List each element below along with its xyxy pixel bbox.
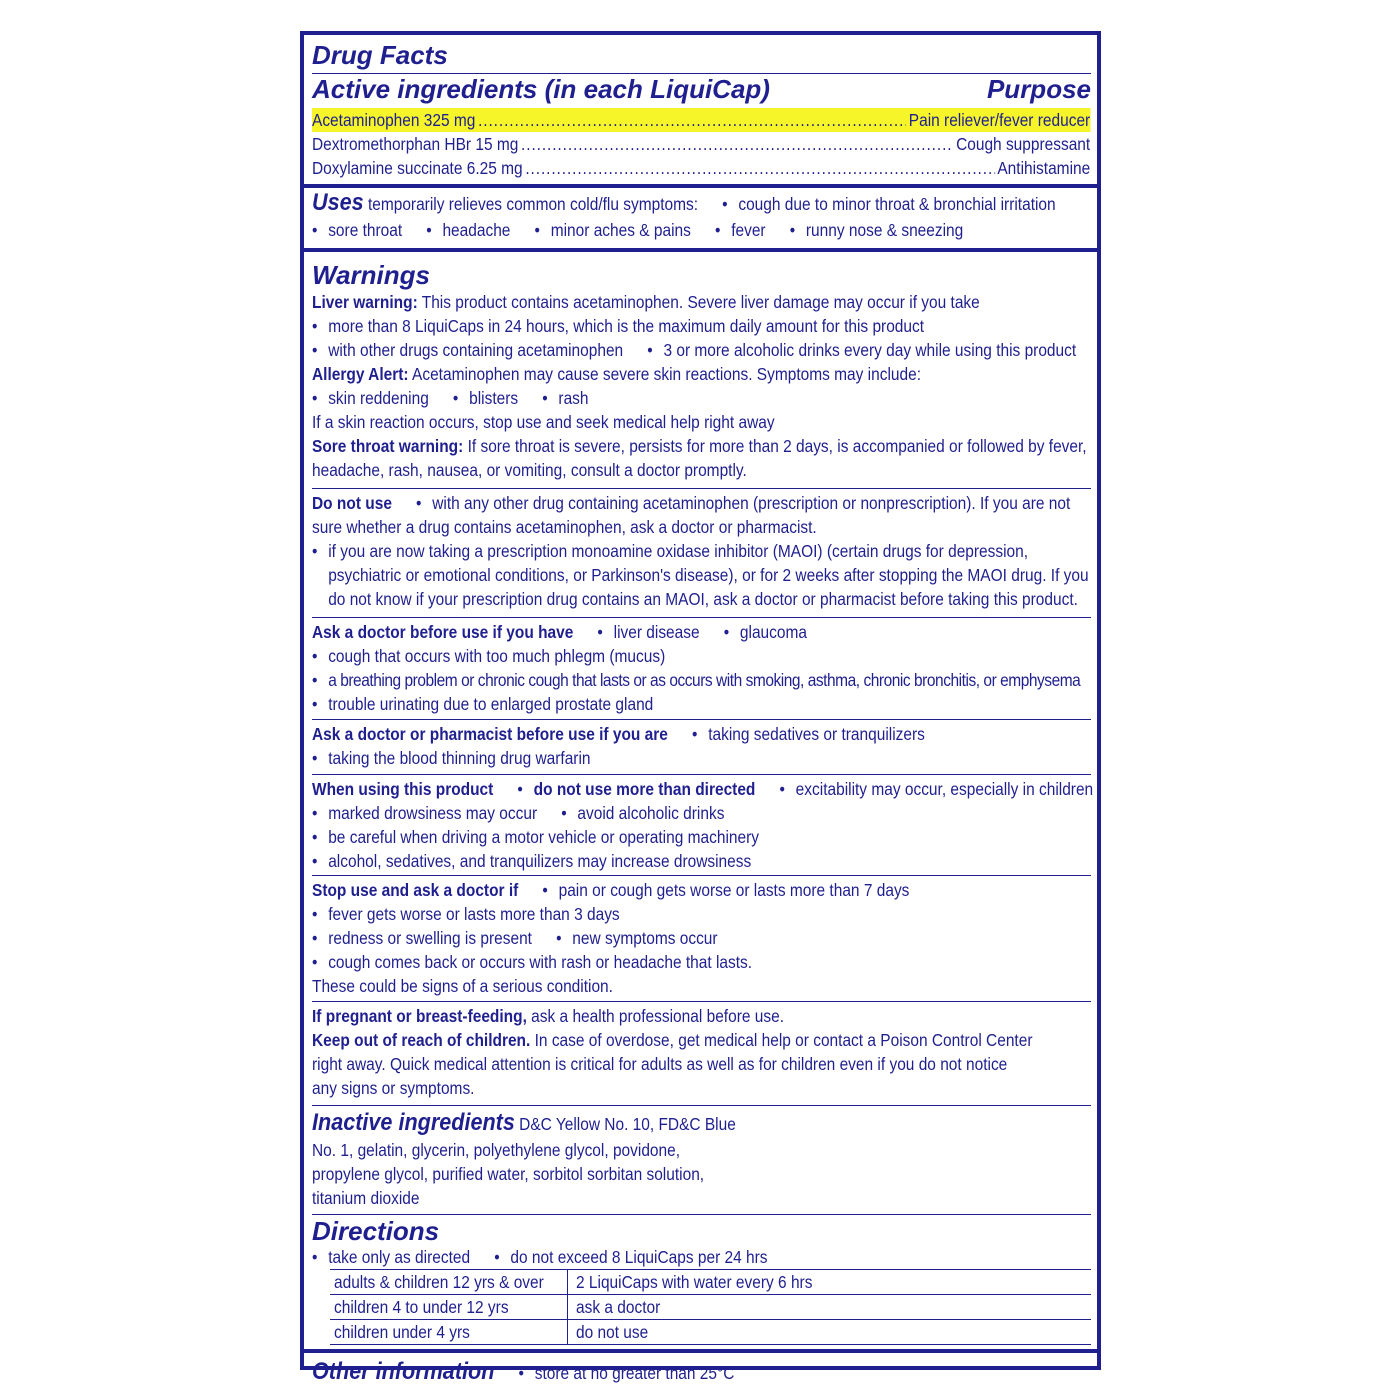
allergy-alert-text: Acetaminophen may cause severe skin reactions. Symptoms may include: [412, 364, 922, 384]
when-using-bullet: • alcohol, sedatives, and tranquilizers may increase drowsiness [312, 851, 752, 871]
when-using-item: marked drowsiness may occur [328, 803, 538, 823]
ask-pharmacist-item: taking sedatives or tranquilizers [708, 724, 925, 744]
ingredient-purpose: Cough suppressant [956, 134, 1091, 154]
do-not-use-text: sure whether a drug contains acetaminophen, ask a doctor or pharmacist. [312, 517, 817, 537]
leader-dots [478, 108, 906, 132]
pregnancy-text: ask a health professional before use. [531, 1006, 785, 1026]
when-using-item: excitability may occur, especially in children [795, 779, 1094, 799]
ask-doctor-bullet: • a breathing problem or chronic cough that lasts or as occurs with smoking, asthma, chronic bronchitis, or emphysema [312, 670, 1081, 690]
ask-doctor-bullet: • cough that occurs with too much phlegm (mucus) [312, 646, 666, 666]
do-not-use-bullet: • if you are now taking a prescription monoamine oxidase inhibitor (MAOI) (certain drugs for depression, [312, 541, 1029, 561]
ask-doctor: Ask a doctor before use if you have • liver disease • glaucoma [312, 622, 807, 642]
dosage-amount: 2 LiquiCaps with water every 6 hrs [576, 1272, 813, 1292]
when-using-bullet: • be careful when driving a motor vehicle or operating machinery [312, 827, 759, 847]
ask-doctor-item: a breathing problem or chronic cough that lasts or as occurs with smoking, asthma, chronic bronchitis, or emphysema [328, 670, 1081, 690]
do-not-use-text: with any other drug containing acetaminophen (prescription or nonprescription). If you are not [432, 493, 1071, 513]
allergy-bullet-text: blisters [469, 388, 519, 408]
dosage-amount: do not use [576, 1322, 649, 1342]
ask-pharmacist-item: taking the blood thinning drug warfarin [328, 748, 591, 768]
when-using-item: alcohol, sedatives, and tranquilizers may increase drowsiness [328, 851, 752, 871]
pregnancy-warning [312, 1004, 1090, 1028]
dosage-age: children under 4 yrs [334, 1322, 470, 1342]
stop-use-item: redness or swelling is present [328, 928, 532, 948]
uses-item: cough due to minor throat & bronchial irritation [738, 194, 1056, 214]
when-using-label: When using this product [312, 779, 494, 799]
directions-heading: Directions [312, 1216, 440, 1246]
uses-heading: Uses [312, 189, 364, 216]
dosage-age: adults & children 12 yrs & over [334, 1272, 544, 1292]
stop-use: Stop use and ask a doctor if • pain or cough gets worse or lasts more than 7 days [312, 880, 910, 900]
liver-warning-text: This product contains acetaminophen. Severe liver damage may occur if you take [421, 292, 980, 312]
table-row [330, 1320, 1091, 1345]
directions-bullets: • take only as directed • do not exceed 8 LiquiCaps per 24 hrs [312, 1247, 768, 1267]
liver-bullet-text: with other drugs containing acetaminophen [328, 340, 624, 360]
dosage-age: children 4 to under 12 yrs [334, 1297, 509, 1317]
ingredient-purpose: Antihistamine [997, 158, 1091, 178]
when-using-item: be careful when driving a motor vehicle or operating machinery [328, 827, 759, 847]
uses-intro: temporarily relieves common cold/flu symptoms: [367, 194, 699, 214]
liver-bullet-text: 3 or more alcoholic drinks every day while using this product [663, 340, 1077, 360]
ask-doctor-label: Ask a doctor before use if you have [312, 622, 574, 642]
purpose-heading: Purpose [986, 74, 1091, 104]
active-ingredients-header [312, 74, 1091, 106]
stop-use-item: pain or cough gets worse or lasts more than 7 days [558, 880, 910, 900]
sore-throat-text-2: headache, rash, nausea, or vomiting, consult a doctor promptly. [312, 460, 747, 480]
when-using-bullet: • marked drowsiness may occur • avoid alcoholic drinks [312, 803, 725, 823]
ingredient-name: Acetaminophen 325 mg [312, 110, 476, 130]
inactive-text: titanium dioxide [312, 1188, 420, 1208]
when-using-item: avoid alcoholic drinks [577, 803, 725, 823]
stop-use-item: cough comes back or occurs with rash or headache that lasts. [328, 952, 753, 972]
stop-use-item: fever gets worse or lasts more than 3 days [328, 904, 620, 924]
other-information: Other information • store at no greater than 25°C [312, 1358, 735, 1385]
directions-item: take only as directed [328, 1247, 471, 1267]
liver-bullet: • more than 8 LiquiCaps in 24 hours, which is the maximum daily amount for this product [312, 316, 925, 336]
keep-out-text: any signs or symptoms. [312, 1078, 475, 1098]
inactive-heading: Inactive ingredients [312, 1109, 515, 1136]
uses-line-1: Uses temporarily relieves common cold/flu symptoms: • cough due to minor throat & bronchial irritation [312, 189, 1056, 216]
table-row [330, 1295, 1091, 1320]
allergy-bullet-text: skin reddening [328, 388, 429, 408]
uses-item: minor aches & pains [550, 220, 691, 240]
ask-doctor-bullet: • trouble urinating due to enlarged prostate gland [312, 694, 654, 714]
other-info-heading: Other information [312, 1358, 495, 1385]
inactive-text: propylene glycol, purified water, sorbitol sorbitan solution, [312, 1164, 705, 1184]
ingredient-name: Doxylamine succinate 6.25 mg [312, 158, 523, 178]
ask-doctor-item: liver disease [613, 622, 700, 642]
liver-warning [312, 290, 1090, 314]
pregnancy-label: If pregnant or breast-feeding, [312, 1006, 527, 1026]
warnings-heading: Warnings [312, 260, 430, 290]
stop-use-bullet: • fever gets worse or lasts more than 3 days [312, 904, 620, 924]
drug-facts-title: Drug Facts [312, 40, 448, 70]
dosage-amount: ask a doctor [576, 1297, 661, 1317]
allergy-bullets: • skin reddening • blisters • rash [312, 388, 589, 408]
ask-doctor-item: glaucoma [739, 622, 807, 642]
keep-out-of-reach [312, 1028, 1090, 1052]
uses-item: fever [731, 220, 766, 240]
active-ingredient-row [312, 156, 1090, 180]
table-row [330, 1270, 1091, 1295]
uses-item: headache [442, 220, 511, 240]
active-ingredients-heading: Active ingredients (in each LiquiCap) [312, 74, 770, 104]
stop-use-bullet: • cough comes back or occurs with rash or headache that lasts. [312, 952, 753, 972]
liver-warning-label: Liver warning: [312, 292, 418, 312]
ask-pharmacist: Ask a doctor or pharmacist before use if you are • taking sedatives or tranquilizers [312, 724, 925, 744]
do-not-use-text: psychiatric or emotional conditions, or Parkinson's disease), or for 2 weeks after stopping the MAOI drug. If you [328, 565, 1089, 585]
ask-doctor-item: trouble urinating due to enlarged prostate gland [328, 694, 654, 714]
liver-bullet-text: more than 8 LiquiCaps in 24 hours, which is the maximum daily amount for this product [328, 316, 925, 336]
ask-pharmacist-label: Ask a doctor or pharmacist before use if you are [312, 724, 668, 744]
inactive-text: D&C Yellow No. 10, FD&C Blue [519, 1114, 736, 1134]
keep-out-label: Keep out of reach of children. [312, 1030, 531, 1050]
ingredient-purpose: Pain reliever/fever reducer [908, 110, 1091, 130]
allergy-bullet-text: rash [558, 388, 589, 408]
allergy-alert-label: Allergy Alert: [312, 364, 409, 384]
inactive-text: No. 1, gelatin, glycerin, polyethylene glycol, povidone, [312, 1140, 681, 1160]
ask-pharmacist-bullet: • taking the blood thinning drug warfarin [312, 748, 591, 768]
allergy-after: If a skin reaction occurs, stop use and seek medical help right away [312, 412, 775, 432]
keep-out-text: right away. Quick medical attention is critical for adults as well as for children even if you do not notice [312, 1054, 1008, 1074]
sore-throat-warning [312, 434, 1090, 458]
inactive-ingredients [312, 1106, 1090, 1138]
do-not-use-text: if you are now taking a prescription monoamine oxidase inhibitor (MAOI) (certain drugs for depression, [328, 541, 1029, 561]
sore-throat-label: Sore throat warning: [312, 436, 464, 456]
liver-bullet: • with other drugs containing acetaminophen • 3 or more alcoholic drinks every day while using this product [312, 340, 1077, 360]
sore-throat-text: If sore throat is severe, persists for more than 2 days, is accompanied or followed by fever, [467, 436, 1087, 456]
when-using-item: do not use more than directed [533, 779, 756, 799]
uses-item: sore throat [328, 220, 403, 240]
stop-use-after: These could be signs of a serious condition. [312, 976, 613, 996]
directions-item: do not exceed 8 LiquiCaps per 24 hrs [510, 1247, 768, 1267]
other-info-item: store at no greater than 25°C [534, 1363, 735, 1383]
dosage-table [330, 1269, 1091, 1345]
do-not-use-label: Do not use [312, 493, 392, 513]
stop-use-label: Stop use and ask a doctor if [312, 880, 519, 900]
do-not-use-text: do not know if your prescription drug contains an MAOI, ask a doctor or pharmacist before taking this product. [328, 589, 1078, 609]
do-not-use: Do not use • with any other drug containing acetaminophen (prescription or nonprescription). If you are not [312, 493, 1071, 513]
stop-use-bullet: • redness or swelling is present • new symptoms occur [312, 928, 718, 948]
active-ingredient-row [312, 108, 1090, 132]
leader-dots [525, 156, 994, 180]
uses-line-2: • sore throat • headache • minor aches & pains • fever • runny nose & sneezing [312, 220, 964, 240]
active-ingredient-row [312, 132, 1090, 156]
stop-use-item: new symptoms occur [572, 928, 718, 948]
drug-facts-panel [300, 31, 1101, 1385]
keep-out-text: In case of overdose, get medical help or contact a Poison Control Center [534, 1030, 1033, 1050]
ask-doctor-item: cough that occurs with too much phlegm (mucus) [328, 646, 666, 666]
uses-item: runny nose & sneezing [805, 220, 964, 240]
allergy-alert [312, 362, 1090, 386]
leader-dots [521, 132, 953, 156]
ingredient-name: Dextromethorphan HBr 15 mg [312, 134, 519, 154]
when-using: When using this product • do not use more than directed • excitability may occur, especially in children [312, 779, 1094, 799]
